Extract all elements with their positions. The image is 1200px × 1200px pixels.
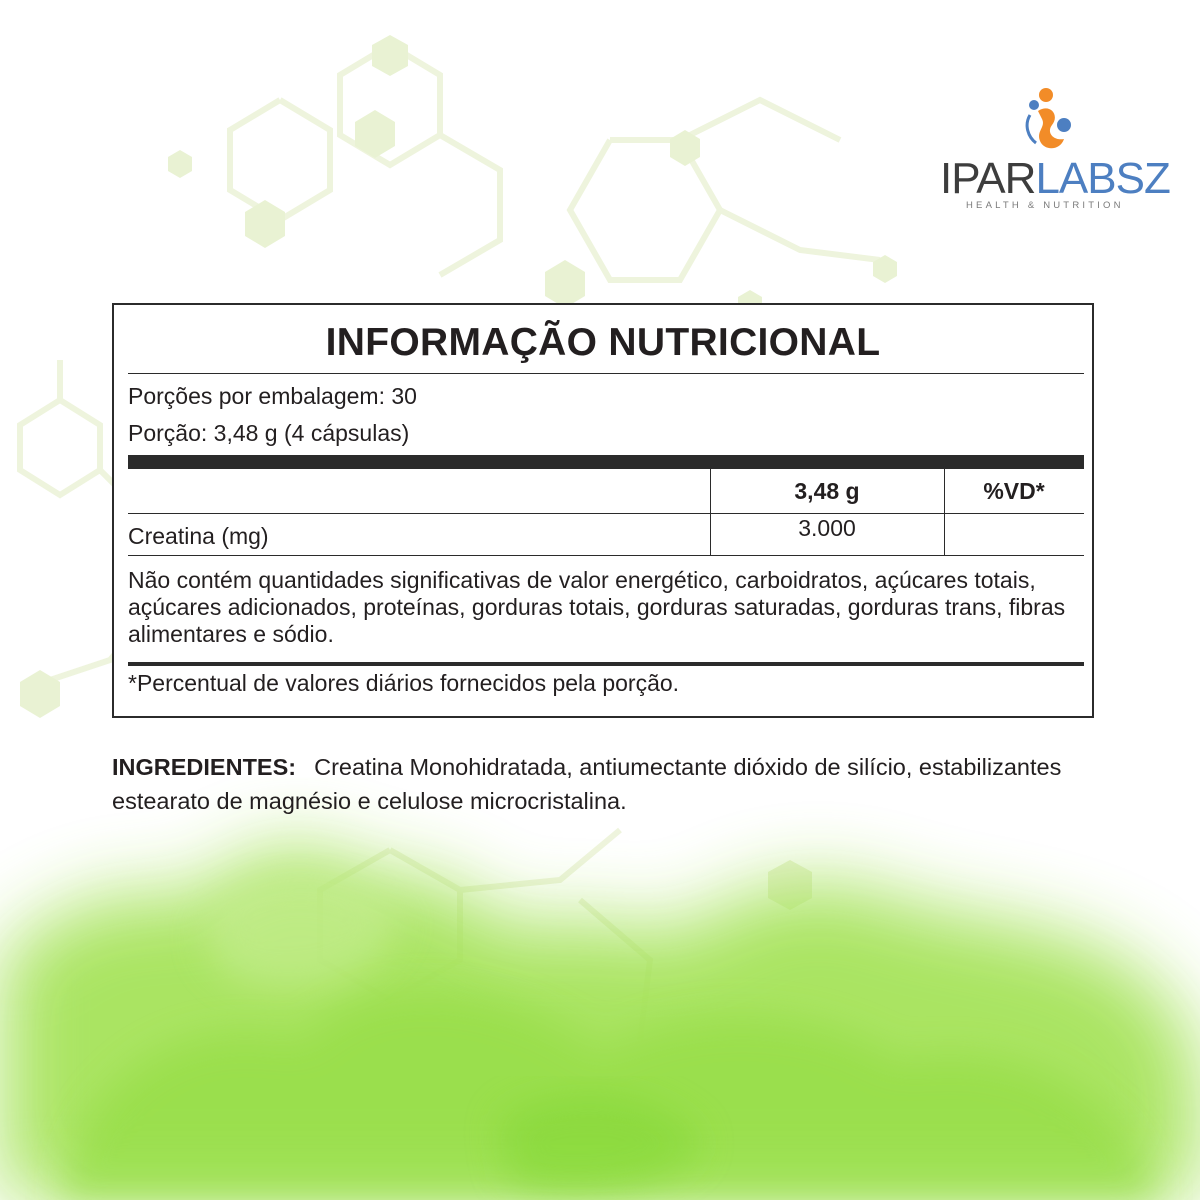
column-header-amount: 3,48 g xyxy=(794,478,860,504)
serving-size: Porção: 3,48 g (4 cápsulas) xyxy=(128,420,410,446)
footnote: *Percentual de valores diários fornecidos pela porção. xyxy=(128,670,680,696)
brand-tagline: HEALTH & NUTRITION xyxy=(966,200,1124,211)
ingredients-text: Creatina Monohidratada, antiumectante dióxido de silício, estabilizantes estearato de magnésio e celulose microcristalina. xyxy=(112,754,1062,814)
ingredients-label: INGREDIENTES: xyxy=(112,754,297,780)
divider-thick xyxy=(128,455,1084,469)
brand-name-labsz: LABSZ xyxy=(1035,154,1170,203)
servings-per-package: Porções por embalagem: 30 xyxy=(128,383,417,409)
logo-figure-icon xyxy=(1020,85,1080,157)
divider-title xyxy=(128,373,1084,374)
column-header-dv: %VD* xyxy=(983,478,1045,504)
divider-header xyxy=(128,513,1084,514)
row-label-creatina: Creatina (mg) xyxy=(128,523,269,549)
row-amount-creatina: 3.000 xyxy=(798,515,856,541)
brand-wordmark xyxy=(940,154,1170,203)
divider-footnote xyxy=(128,662,1084,666)
nutrition-title: INFORMAÇÃO NUTRICIONAL xyxy=(325,321,881,364)
nutrition-facts-panel xyxy=(112,303,1094,718)
ingredients-block xyxy=(112,750,1072,818)
nutrition-note: Não contém quantidades significativas de valor energético, carboidratos, açúcares totais, açúcares adicionados, proteínas, gorduras totais, gorduras saturadas, gorduras trans, fibras alimentares e sódio. xyxy=(128,567,1066,647)
divider-row xyxy=(128,555,1084,556)
brand-logo xyxy=(940,85,1170,215)
brand-name-ipar: IPAR xyxy=(940,154,1036,203)
green-splash xyxy=(0,848,1200,1200)
